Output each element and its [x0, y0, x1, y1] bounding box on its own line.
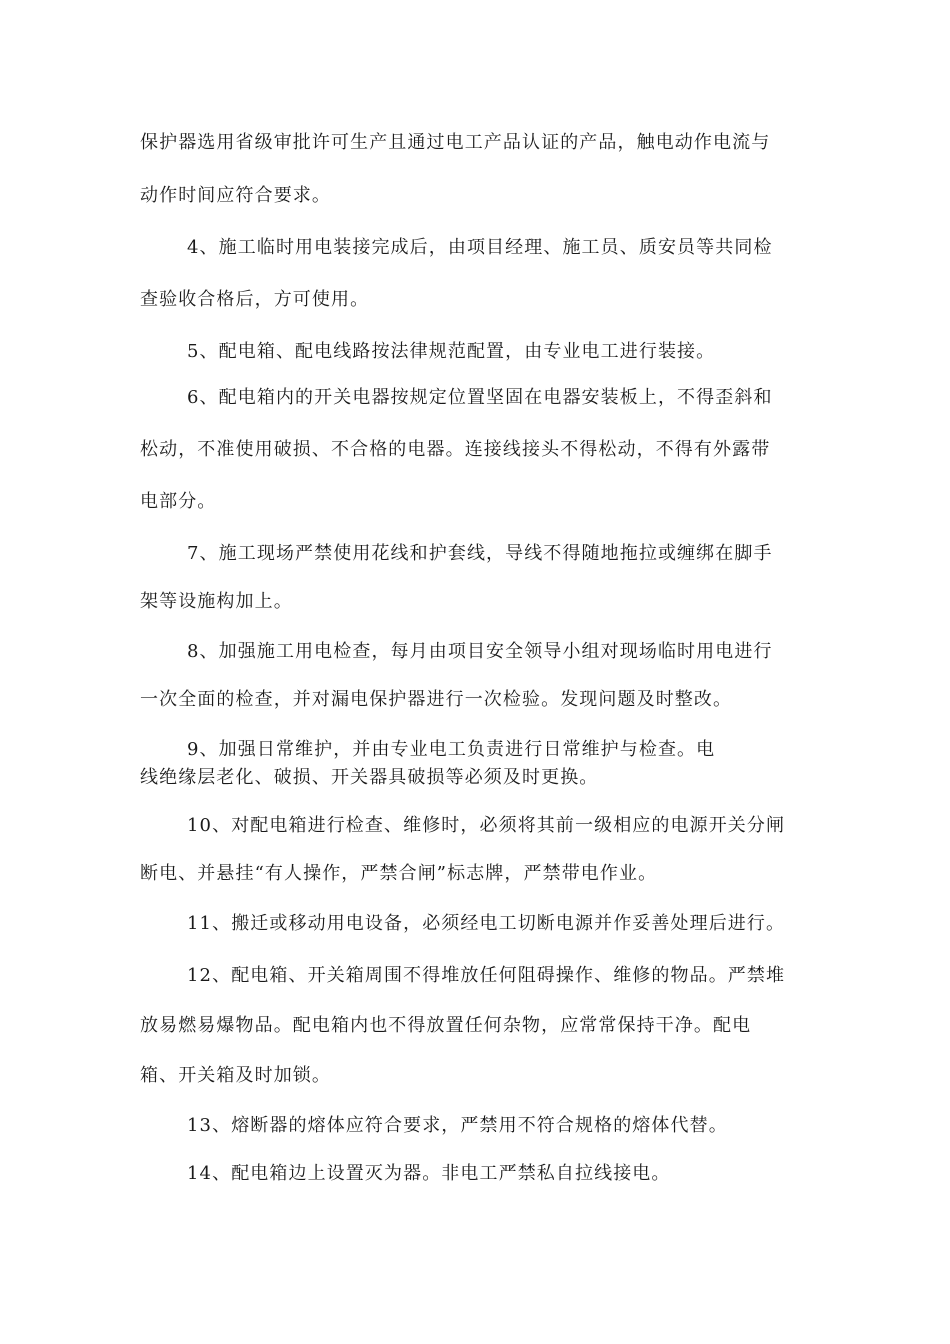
text-line: 6、配电箱内的开关电器按规定位置坚固在电器安装板上，不得歪斜和: [187, 387, 773, 408]
text-line: 一次全面的检查，并对漏电保护器进行一次检验。发现问题及时整改。: [140, 689, 733, 710]
text-line: 4、施工临时用电装接完成后，由项目经理、施工员、质安员等共同检: [187, 237, 773, 258]
text-line: 电部分。: [140, 491, 217, 512]
text-line: 7、施工现场严禁使用花线和护套线，导线不得随地拖拉或缠绑在脚手: [187, 543, 773, 564]
text-line: 11、搬迁或移动用电设备，必须经电工切断电源并作妥善处理后进行。: [187, 913, 786, 934]
text-line: 9、加强日常维护，并由专业电工负责进行日常维护与检查。电: [187, 739, 716, 760]
text-line: 动作时间应符合要求。: [140, 185, 331, 206]
text-line: 14、配电箱边上设置灭为器。非电工严禁私自拉线接电。: [187, 1163, 671, 1184]
text-line: 10、对配电箱进行检查、维修时，必须将其前一级相应的电源开关分闸: [187, 815, 786, 836]
text-line: 12、配电箱、开关箱周围不得堆放任何阻碍操作、维修的物品。严禁堆: [187, 965, 786, 986]
text-line: 查验收合格后，方可使用。: [140, 289, 370, 310]
text-line: 放易燃易爆物品。配电箱内也不得放置任何杂物，应常常保持干净。配电: [140, 1015, 752, 1036]
text-line: 13、熔断器的熔体应符合要求，严禁用不符合规格的熔体代替。: [187, 1115, 728, 1136]
text-line: 松动，不准使用破损、不合格的电器。连接线接头不得松动，不得有外露带: [140, 439, 771, 460]
text-line: 架等设施构加上。: [140, 591, 293, 612]
text-line: 5、配电箱、配电线路按法律规范配置，由专业电工进行装接。: [187, 341, 716, 362]
text-line: 保护器选用省级审批许可生产且通过电工产品认证的产品，触电动作电流与: [140, 132, 771, 153]
text-line: 8、加强施工用电检查，每月由项目安全领导小组对现场临时用电进行: [187, 641, 773, 662]
text-line: 线绝缘层老化、破损、开关器具破损等必须及时更换。: [140, 767, 599, 788]
text-line: 箱、开关箱及时加锁。: [140, 1065, 331, 1086]
text-line: 断电、并悬挂“有人操作，严禁合闸”标志牌，严禁带电作业。: [140, 863, 658, 884]
